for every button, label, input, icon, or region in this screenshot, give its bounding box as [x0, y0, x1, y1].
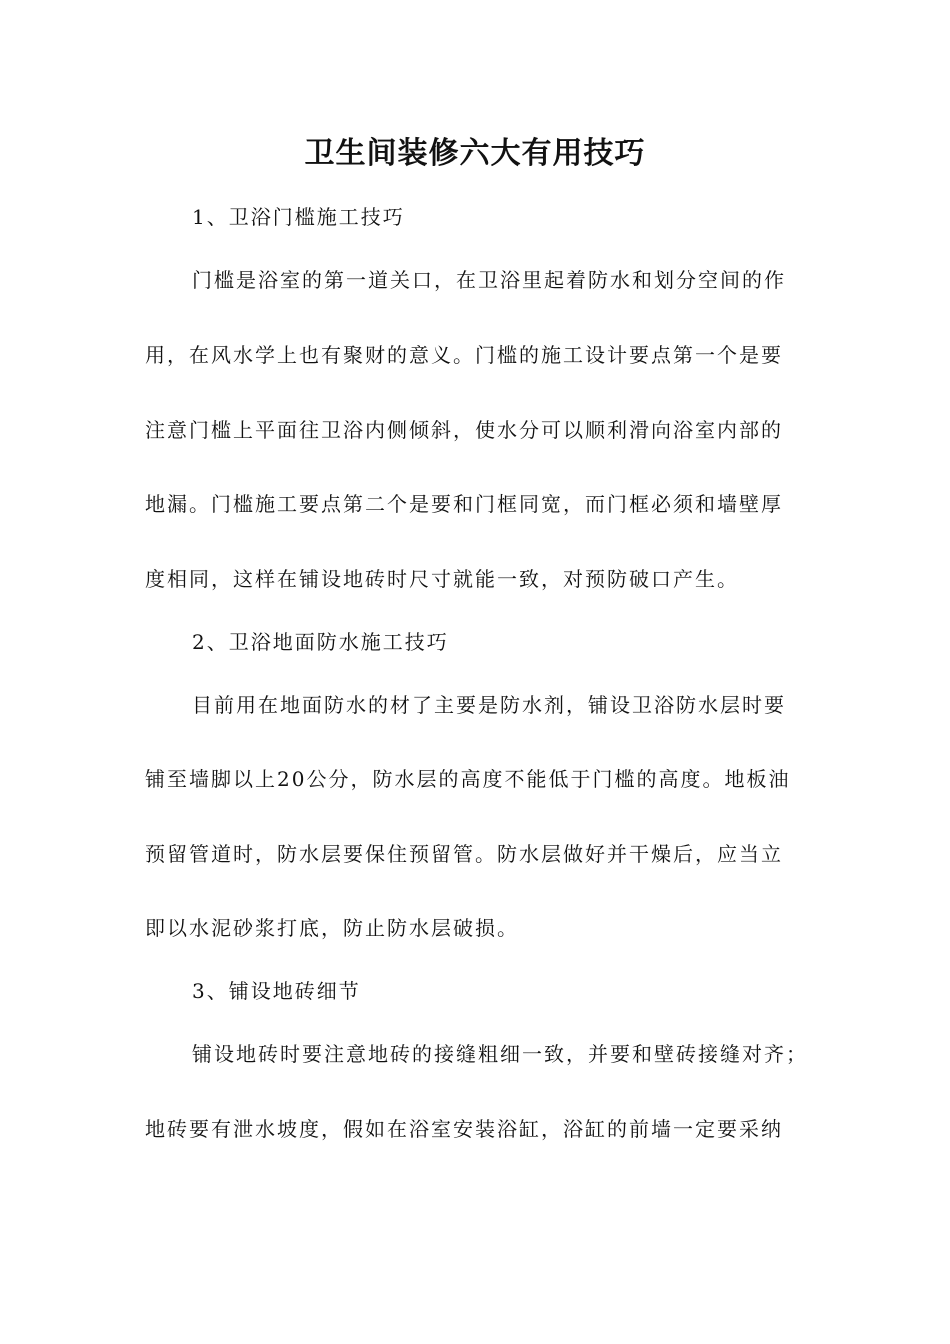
paragraph-line: 即以水泥砂浆打底，防止防水层破损。: [145, 916, 519, 940]
paragraph-line: 地砖要有泄水坡度，假如在浴室安装浴缸，浴缸的前墙一定要采纳: [145, 1117, 783, 1141]
paragraph-line: 用，在风水学上也有聚财的意义。门槛的施工设计要点第一个是要: [145, 343, 783, 367]
paragraph-line: 铺至墙脚以上20公分，防水层的高度不能低于门槛的高度。地板油: [145, 767, 791, 791]
paragraph-line: 注意门槛上平面往卫浴内侧倾斜，使水分可以顺利滑向浴室内部的: [145, 418, 783, 442]
paragraph-line: 度相同，这样在铺设地砖时尺寸就能一致，对预防破口产生。: [145, 567, 739, 591]
paragraph-line: 目前用在地面防水的材了主要是防水剂，铺设卫浴防水层时要: [192, 693, 786, 717]
paragraph-line: 地漏。门槛施工要点第二个是要和门框同宽，而门框必须和墙壁厚: [145, 492, 783, 516]
paragraph-line: 门槛是浴室的第一道关口，在卫浴里起着防水和划分空间的作: [192, 268, 786, 292]
section-heading-1: 1、卫浴门槛施工技巧: [192, 205, 405, 229]
section-heading-2: 2、卫浴地面防水施工技巧: [192, 630, 449, 654]
document-title: 卫生间装修六大有用技巧: [304, 136, 646, 171]
paragraph-line: 预留管道时，防水层要保住预留管。防水层做好并干燥后，应当立: [145, 842, 783, 866]
section-heading-3: 3、铺设地砖细节: [192, 979, 361, 1003]
paragraph-line: 铺设地砖时要注意地砖的接缝粗细一致，并要和壁砖接缝对齐；: [192, 1042, 808, 1066]
